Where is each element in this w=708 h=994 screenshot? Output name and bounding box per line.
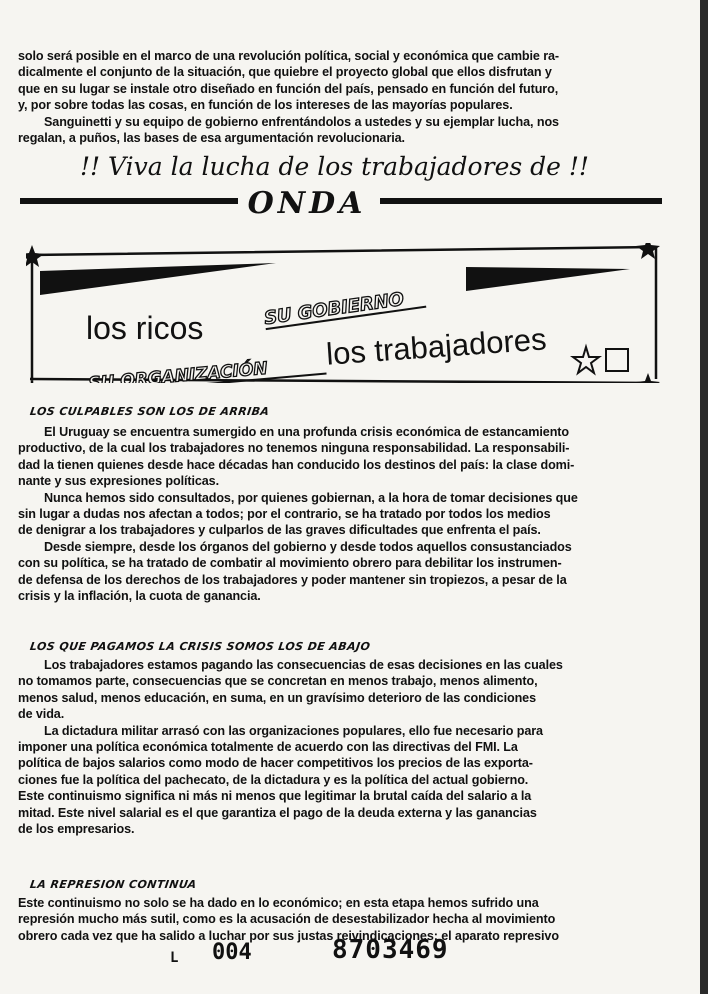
text-line: que en su lugar se instale otro diseñado en función del país, pensado en función del futuro,	[18, 81, 559, 96]
text-line: Desde siempre, desde los órganos del gobierno y desde todos aquellos consustanciados	[44, 539, 572, 554]
text-line: obrero cada vez que ha salido a luchar por sus justas reivindicaciones; el aparato represivo	[18, 928, 559, 943]
text-line: Este continuismo significa ni más ni menos que legitimar la brutal caída del salario a la	[18, 789, 532, 804]
banner-bottom-left: SU ORGANIZACIÓN	[87, 358, 269, 383]
text-line: de los empresarios.	[18, 822, 135, 837]
text-line: con su política, se ha tratado de combatir al movimiento obrero para debilitar los instrumen-	[18, 556, 562, 571]
scan-edge	[700, 0, 708, 994]
text-line: solo será posible en el marco de una revolución política, social y económica que cambie ra-	[18, 49, 560, 63]
section2-body	[18, 657, 662, 837]
page-number: 004	[212, 940, 252, 965]
text-line: dicalmente el conjunto de la situación, que quiebre el proyecto global que ellos disfrutan y	[18, 65, 552, 80]
text-line: política de bajos salarios como modo de hacer competitivos los precios de las exporta-	[18, 756, 533, 771]
text-line: productivo, de la cual los trabajadores no tenemos ninguna responsabilidad. La responsabili-	[18, 441, 570, 456]
text-line: crisis y la inflación, la cuota de ganancia.	[18, 589, 261, 604]
section2-heading: LOS QUE PAGAMOS LA CRISIS SOMOS LOS DE ABAJO	[29, 640, 372, 653]
footer-mark: L	[170, 950, 179, 966]
rule-left	[20, 198, 238, 204]
text-line: Los trabajadores estamos pagando las consecuencias de esas decisiones en las cuales	[44, 658, 563, 672]
text-line: represión mucho más sutil, como es la acusación de desestabilizador hecha al movimiento	[18, 912, 556, 927]
text-line: El Uruguay se encuentra sumergido en una profunda crisis económica de estancamiento	[44, 425, 569, 439]
text-line: de defensa de los derechos de los trabajadores y poder mantener sin tropiezos, a pesar de la	[18, 572, 567, 587]
text-line: no tomamos parte, consecuencias que se concretan en menos trabajo, menos alimento,	[18, 674, 538, 689]
text-line: menos salud, menos educación, en suma, en un gravísimo deterioro de las condiciones	[18, 690, 536, 705]
text-line: ciones fue la política del pachecato, de la dictadura y es la política del actual gobierno.	[18, 772, 529, 787]
banner	[26, 243, 660, 383]
banner-frame	[26, 243, 660, 383]
text-line: y, por sobre todas las cosas, en función de los intereses de las mayorías populares.	[18, 98, 513, 113]
text-line: de vida.	[18, 707, 65, 722]
text-line: de denigrar a los trabajadores y culparlos de las graves dificultades que enfrenta el país.	[18, 523, 541, 538]
text-line: sin lugar a dudas nos afectan a todos; por el contrario, se ha tratado por todos los medios	[18, 507, 551, 522]
pennant-right	[466, 267, 630, 291]
section3-heading: LA REPRESION CONTINUA	[29, 878, 198, 891]
text-line: mitad. Este nivel salarial es el que garantiza el pago de la deuda externa y las ganancias	[18, 805, 537, 820]
pennant-left	[40, 263, 276, 295]
star-outline-icon	[573, 347, 599, 373]
slogan: !! Viva la lucha de los trabajadores de !!	[80, 152, 589, 181]
text-line: Sanguinetti y su equipo de gobierno enfrentándolos a ustedes y su ejemplar lucha, nos	[44, 114, 559, 129]
banner-top-right: SU GOBIERNO	[262, 288, 406, 330]
section1-body	[18, 424, 662, 604]
text-line: imponer una política económica totalmente de acuerdo con las directivas del FMI. La	[18, 740, 518, 755]
text-line: dad la tienen quienes desde hace décadas han conducido los destinos del país: la clase domi-	[18, 457, 575, 472]
intro-paragraph	[18, 48, 662, 146]
text-line: La dictadura militar arrasó con las organizaciones populares, ello fue necesario para	[44, 723, 543, 738]
document-number: 8703469	[332, 935, 449, 965]
text-line: regalan, a puños, las bases de esa argumentación revolucionaria.	[18, 131, 405, 146]
banner-top-left: los ricos	[86, 310, 204, 346]
rule-right	[380, 198, 662, 204]
square-outline-icon	[606, 349, 628, 371]
text-line: Este continuismo no solo se ha dado en lo económico; en esta etapa hemos sufrido una	[18, 896, 539, 910]
section1-heading: LOS CULPABLES SON LOS DE ARRIBA	[29, 405, 271, 418]
signature: ONDA	[247, 186, 367, 221]
text-line: nante y sus expresiones políticas.	[18, 474, 219, 489]
text-line: Nunca hemos sido consultados, por quienes gobiernan, a la hora de tomar decisiones que	[44, 490, 578, 505]
banner-bottom-right: los trabajadores	[325, 321, 548, 372]
